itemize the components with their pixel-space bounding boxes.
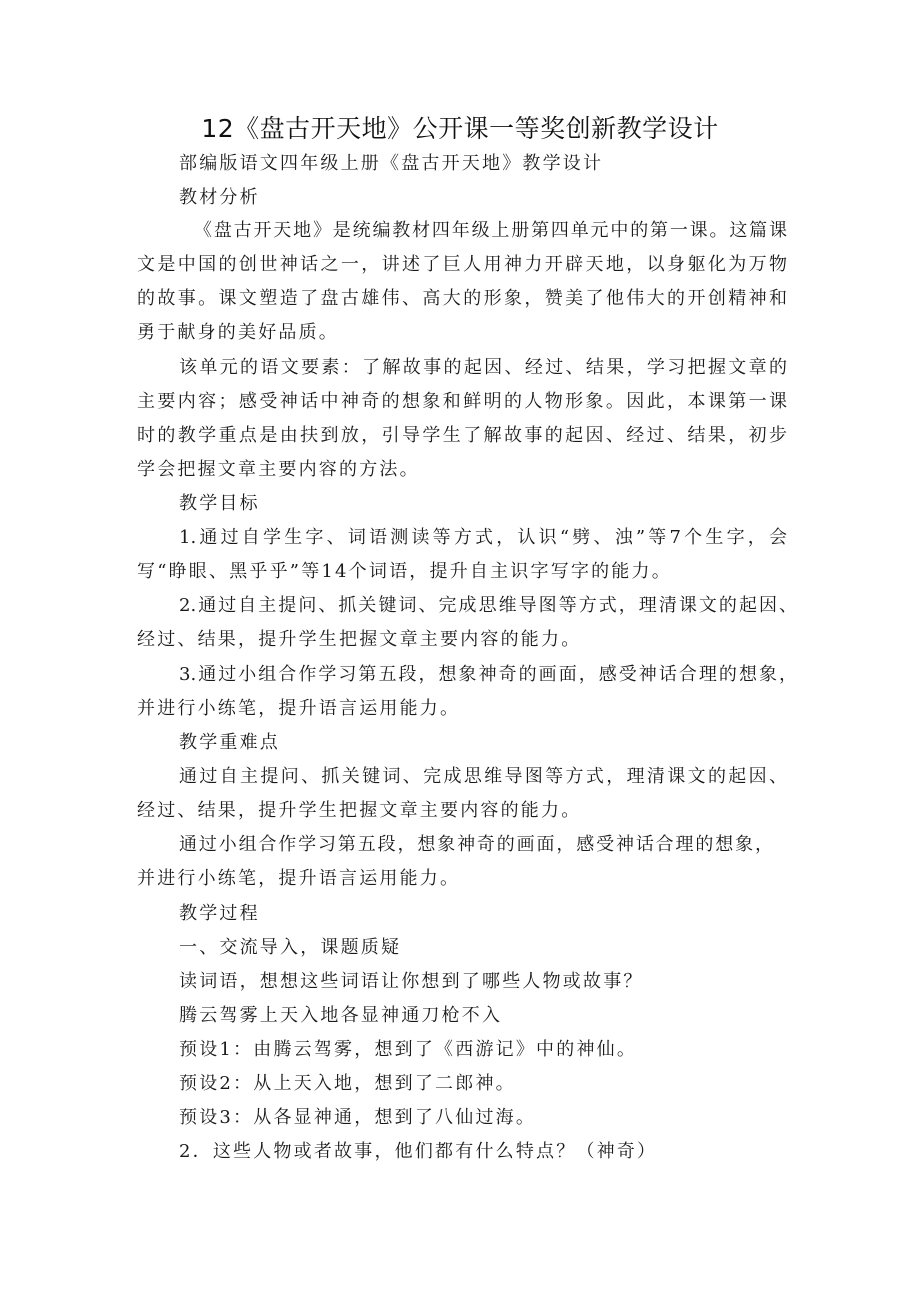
paragraph-line: 经过、结果，提升学生把握文章主要内容的能力。 (137, 629, 582, 650)
preset-line: 预设3：从各显神通，想到了八仙过海。 (179, 1107, 537, 1128)
section-heading: 教学目标 (179, 493, 260, 514)
paragraph-line: 该单元的语文要素：了解故事的起因、经过、结果，学习把握文章的 (179, 357, 787, 378)
paragraph-line: 主要内容；感受神话中神奇的想象和鲜明的人物形象。因此，本课第一课 (137, 391, 787, 412)
paragraph-line: 通过小组合作学习第五段，想象神奇的画面，感受神话合理的想象， (179, 834, 773, 855)
paragraph-line: 《盘古开天地》是统编教材四年级上册第四单元中的第一课。这篇课 (194, 220, 787, 241)
paragraph-line: 学会把握文章主要内容的方法。 (137, 459, 420, 480)
paragraph-line: 经过、结果，提升学生把握文章主要内容的能力。 (137, 800, 582, 821)
question-line: 2．这些人物或者故事，他们都有什么特点？（神奇） (179, 1141, 658, 1162)
paragraph-line: 的故事。课文塑造了盘古雄伟、高大的形象，赞美了他伟大的开创精神和 (137, 288, 787, 309)
preset-line: 预设2：从上天入地，想到了二郎神。 (179, 1073, 516, 1094)
paragraph-line: 读词语，想想这些词语让你想到了哪些人物或故事？ (179, 971, 644, 992)
paragraph-line: 2.通过自主提问、抓关键词、完成思维导图等方式，理清课文的起因、 (179, 595, 797, 616)
preset-line: 预设1：由腾云驾雾，想到了《西游记》中的神仙。 (179, 1039, 638, 1060)
vocabulary-line: 腾云驾雾上天入地各显神通刀枪不入 (179, 1005, 503, 1026)
paragraph-line: 3.通过小组合作学习第五段，想象神奇的画面，感受神话合理的想象， (179, 664, 797, 685)
paragraph-line: 时的教学重点是由扶到放，引导学生了解故事的起因、经过、结果，初步 (137, 425, 787, 446)
paragraph-line: 文是中国的创世神话之一，讲述了巨人用神力开辟天地，以身躯化为万物 (137, 254, 787, 275)
subsection-heading: 一、交流导入，课题质疑 (179, 937, 402, 958)
paragraph-line: 1.通过自学生字、词语测读等方式，认识“劈、浊”等7个生字，会 (179, 527, 787, 548)
section-heading: 教学重难点 (179, 732, 280, 753)
section-heading: 教材分析 (179, 187, 260, 208)
paragraph-line: 写“睁眼、黑乎乎”等14个词语，提升自主识字写字的能力。 (137, 561, 672, 582)
paragraph-line: 并进行小练笔，提升语言运用能力。 (137, 868, 461, 889)
document-title: 12《盘古开天地》公开课一等奖创新教学设计 (201, 114, 719, 143)
section-heading: 教学过程 (179, 903, 260, 924)
paragraph-line: 勇于献身的美好品质。 (137, 322, 339, 343)
paragraph-line: 通过自主提问、抓关键词、完成思维导图等方式，理清课文的起因、 (179, 766, 787, 787)
paragraph-line: 并进行小练笔，提升语言运用能力。 (137, 698, 461, 719)
subtitle-line: 部编版语文四年级上册《盘古开天地》教学设计 (179, 153, 604, 174)
